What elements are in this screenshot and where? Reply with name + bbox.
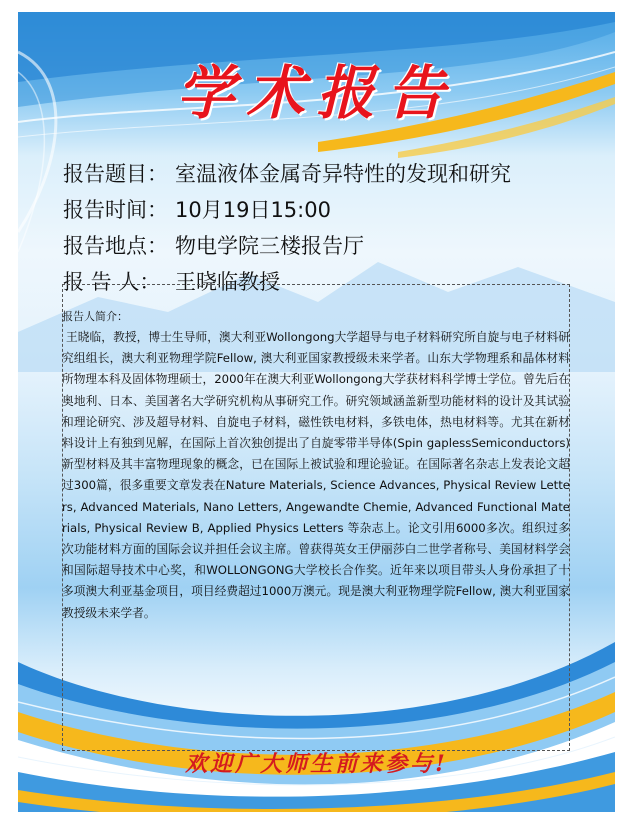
poster-title: 学术报告 xyxy=(176,59,457,127)
location-label: 报告地点： xyxy=(63,234,168,258)
time-line xyxy=(63,194,331,224)
poster xyxy=(18,12,615,812)
location-value: 物电学院三楼报告厅 xyxy=(175,234,364,258)
topic-label: 报告题目： xyxy=(63,162,168,186)
bio-heading: 报告人简介： xyxy=(62,310,128,323)
time-value: 10月19日15:00 xyxy=(175,198,331,222)
footer-invitation: 欢迎广大师生前来参与! xyxy=(185,751,448,777)
speaker-value: 王晓临教授 xyxy=(175,270,280,294)
location-line xyxy=(63,230,364,260)
time-label: 报告时间： xyxy=(63,198,168,222)
speaker-label: 报 告 人： xyxy=(63,270,161,294)
bio-text: 王晓临，教授，博士生导师，澳大利亚Wollongong大学超导与电子材料研究所自旋与电子材料研究组组长，澳大利亚物理学院Fellow, 澳大利亚国家教授级未来学者。山东大学物理系和晶体材料所物理本科及固体物理硕士，2000年在澳大利亚Wollongong大学获材料科学博士学位。曾先后在奥地利、日本、美国著名大学研究机构从事研究工作。研究领域涵盖新型功能材料的设计及其试验和理论研究、涉及超导材料、自旋电子材料，磁性铁电材料，多铁电体，热电材料等。尤其在新材料设计上有独到见解，在国际上首次独创提出了自旋零带半导体(Spin gaplessSemiconductors) 新型材料及其丰富物理现象的概念，已在国际上被试验和理论验证。在国际著名杂志上发表论文超过300篇，很多重要文章发表在Nature Materials, Science Advances, Physical Review Letters, Advanced Materials, Nano Letters, Angewandte Chemie, Advanced Functional Materials, Physical Review B, Applied Physics Letters 等杂志上。论文引用6000多次。组织过多次功能材料方面的国际会议并担任会议主席。曾获得英女王伊丽莎白二世学者称号、美国材料学会和国际超导技术中心奖，和WOLLONGONG大学校长合作奖。近年来以项目带头人身份承担了十多项澳大利亚基金项目，项目经费超过1000万澳元。现是澳大利亚物理学院Fellow, 澳大利亚国家教授级未来学者。 xyxy=(62,330,570,620)
topic-line xyxy=(63,158,511,188)
topic-value: 室温液体金属奇异特性的发现和研究 xyxy=(175,162,511,186)
